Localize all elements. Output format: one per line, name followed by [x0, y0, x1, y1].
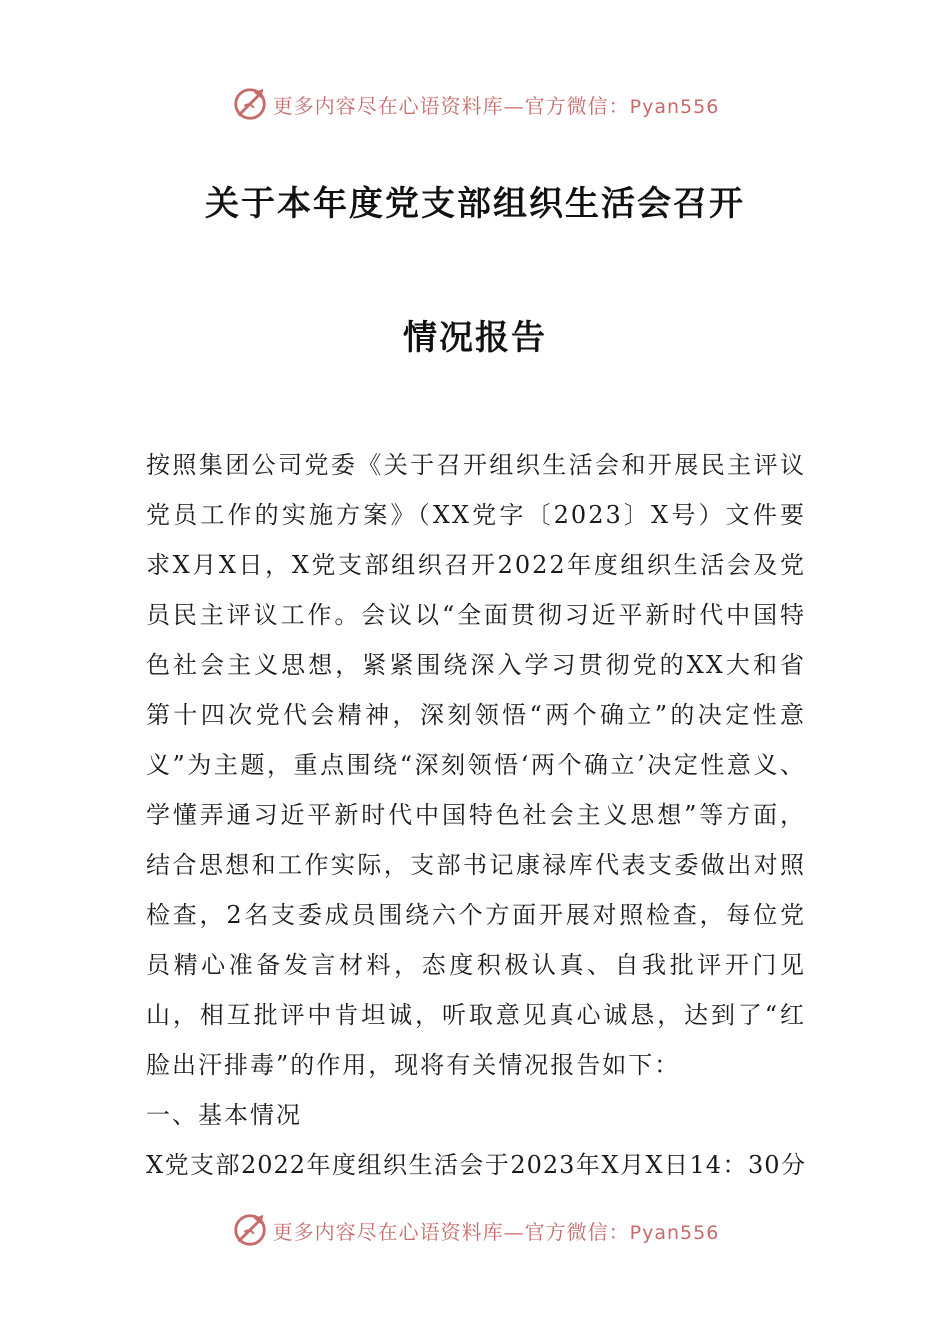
- watermark-banner-bottom: [0, 1210, 950, 1250]
- watermark-banner-top: [0, 84, 950, 124]
- section-heading-basic-info: 一、基本情况: [146, 1101, 302, 1129]
- watermark-text: 更多内容尽在心语资料库—官方微信：: [272, 93, 630, 118]
- watermark-wechat-id: Pyan556: [629, 1221, 720, 1244]
- watermark-wechat-id: Pyan556: [629, 95, 720, 118]
- document-title-line1: 关于本年度党支部组织生活会召开: [205, 184, 745, 224]
- intro-paragraph: 按照集团公司党委《关于召开组织生活会和开展民主评议党员工作的实施方案》（XX党字〔2023〕X号）文件要求X月X日，X党支部组织召开2022年度组织生活会及党员民主评议工作。会议以“全面贯彻习近平新时代中国特色社会主义思想，紧紧围绕深入学习贯彻党的XX大和省第十四次党代会精神，深刻领悟“两个确立”的决定性意义”为主题，重点围绕“深刻领悟‘两个确立’决定性意义、学懂弄通习近平新时代中国特色社会主义思想”等方面，结合思想和工作实际，支部书记康禄库代表支委做出对照检查，2名支委成员围绕六个方面开展对照检查，每位党员精心准备发言材料，态度积极认真、自我批评开门见山，相互批评中肯坦诚，听取意见真心诚恳，达到了“红脸出汗排毒”的作用，现将有关情况报告如下：: [146, 451, 806, 1079]
- section1-paragraph: X党支部2022年度组织生活会于2023年X月X日14：30分: [146, 1151, 806, 1179]
- watermark-text: 更多内容尽在心语资料库—官方微信：: [272, 1219, 630, 1244]
- pen-logo-icon: [231, 85, 269, 123]
- pen-logo-icon: [231, 1211, 269, 1249]
- document-title-line2: 情况报告: [403, 318, 547, 358]
